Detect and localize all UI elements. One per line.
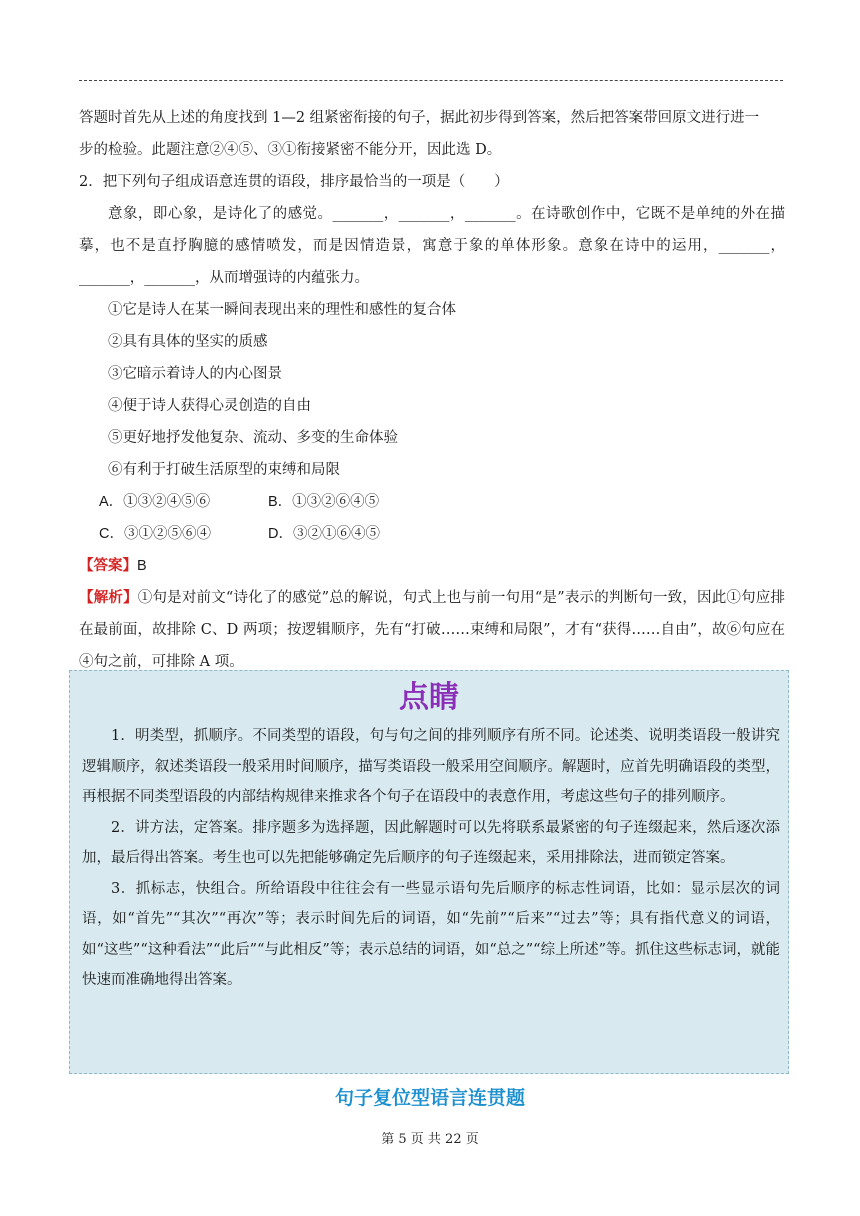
choice-d: D．③②①⑥④⑤ <box>268 526 380 542</box>
tips-paragraph: 2．讲方法，定答案。排序题多为选择题，因此解题时可以先将联系最紧密的句子连缀起来，然后逐次添加，最后得出答案。考生也可以先把能够确定先后顺序的句子连缀起来，采用排除法，进而锁定答案。 <box>82 819 780 866</box>
section-title: 句子复位型语言连贯题 <box>334 1087 525 1109</box>
intro-line-2: 步的检验。此题注意②④⑤、③①衔接紧密不能分开，因此选 D。 <box>79 142 502 158</box>
tips-paragraph: 1．明类型，抓顺序。不同类型的语段，句与句之间的排列顺序有所不同。论述类、说明类语段一般讲究逻辑顺序，叙述类语段一般采用时间顺序，描写类语段一般采用空间顺序。解题时，应首先明确语段的类型，再根据不同类型语段的内部结构规律来推求各个句子在语段中的表意作用，考虑这些句子的排列顺序。 <box>82 728 780 805</box>
sentence-item: ①它是诗人在某一瞬间表现出来的理性和感性的复合体 <box>108 302 456 318</box>
analysis-label: 【解析】 <box>79 590 138 606</box>
choice-c: C．③①②⑤⑥④ <box>99 526 211 542</box>
sentence-item: ④便于诗人获得心灵创造的自由 <box>108 398 311 414</box>
choice-row <box>79 486 785 518</box>
tips-paragraph: 3．抓标志，快组合。所给语段中往往会有一些显示语句先后顺序的标志性词语，比如：显示层次的词语，如“首先”“其次”“再次”等；表示时间先后的词语，如“先前”“后来”“过去”等；具有指代意义的词语，如“这些”“这种看法”“此后”“与此相反”等；表示总结的词语，如“总之”“综上所述”等。抓住这些标志词，就能快速而准确地得出答案。 <box>82 880 780 988</box>
choice-b: B．①③②⑥④⑤ <box>268 494 380 510</box>
answer-value: B <box>137 558 147 574</box>
tips-box <box>69 670 789 1074</box>
tips-title: 点睛 <box>399 680 459 715</box>
analysis-text: ①句是对前文“诗化了的感觉”总的解说，句式上也与前一句用“是”表示的判断句一致，因此①句应排在最前面，故排除 C、D 两项；按逻辑顺序，先有“打破……束缚和局限”，才有“获得……自由”，故⑥句应在④句之前，可排除 A 项。 <box>79 590 785 670</box>
sentence-item: ②具有具体的坚实的质感 <box>108 334 268 350</box>
question-stem: 2．把下列句子组成语意连贯的语段，排序最恰当的一项是（ ） <box>79 174 509 190</box>
document-body <box>79 102 785 678</box>
sentence-item: ⑤更好地抒发他复杂、流动、多变的生命体验 <box>108 430 398 446</box>
answer-line <box>79 550 785 582</box>
answer-label: 【答案】 <box>79 558 137 574</box>
sentence-item: ③它暗示着诗人的内心图景 <box>108 366 282 382</box>
analysis-paragraph <box>79 582 785 678</box>
question-passage: 意象，即心象，是诗化了的感觉。_______，_______，_______。在诗歌创作中，它既不是单纯的外在描摹，也不是直抒胸臆的感情喷发，而是因情造景，寓意于象的单体形象。意象在诗中的运用，_______，_______，_______，从而增强诗的内蕴张力。 <box>79 206 785 286</box>
choice-row <box>79 518 785 550</box>
intro-line-1: 答题时首先从上述的角度找到 1—2 组紧密衔接的句子，据此初步得到答案，然后把答案带回原文进行进一 <box>79 110 760 126</box>
page-footer: 第 5 页 共 22 页 <box>381 1132 479 1147</box>
header-rule <box>79 80 783 81</box>
choice-a: A．①③②④⑤⑥ <box>99 494 211 510</box>
sentence-item: ⑥有利于打破生活原型的束缚和局限 <box>108 462 340 478</box>
